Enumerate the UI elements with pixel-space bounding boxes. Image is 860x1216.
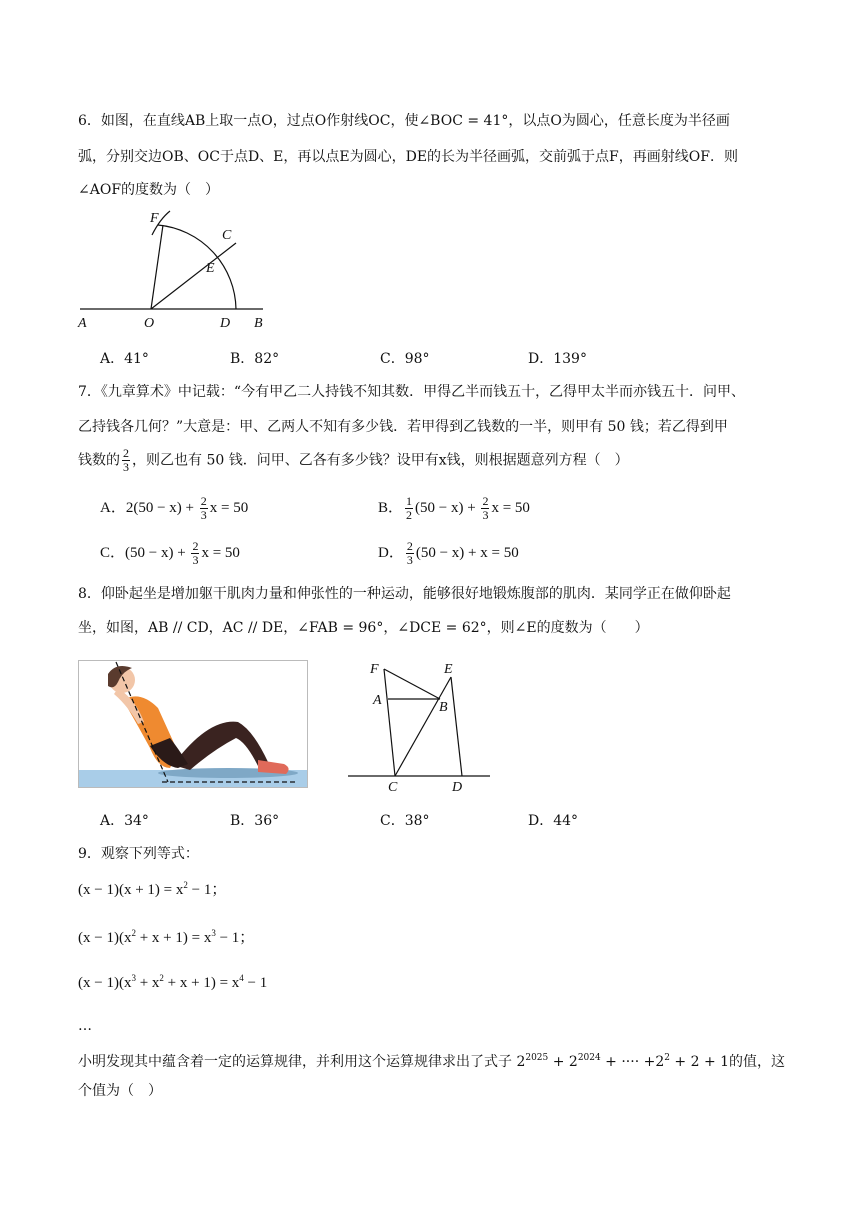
- label-c: C: [388, 780, 398, 795]
- label-b: B: [439, 700, 448, 715]
- q8-line1: 8．仰卧起坐是增加躯干肌肉力量和伸张性的一种运动，能够很好地锻炼腹部的肌肉．某同学正在做仰卧起: [78, 586, 731, 602]
- q7-line3-post: ，则乙也有 50 钱．问甲、乙各有多少钱？设甲有x钱，则根据题意列方程（ ）: [132, 452, 629, 469]
- q6-option-c[interactable]: C．98°: [380, 351, 430, 367]
- q6-figure: [70, 205, 280, 335]
- label-d: D: [452, 780, 463, 795]
- label-f: F: [370, 662, 379, 677]
- label-f: F: [150, 211, 159, 226]
- label-e: E: [206, 261, 215, 276]
- ray-oc: [151, 243, 236, 309]
- q9-equation-3: $(x - 1)(x^3 + x^2 + x + 1) = x^4 - 1$: [78, 973, 268, 991]
- q7-line2: 乙持钱各几何？”大意是：甲、乙两人不知有多少钱．若甲得到乙钱数的一半，则甲有 50 钱；若乙得到甲: [78, 419, 728, 435]
- q6-line3: ∠AOF的度数为（ ）: [78, 182, 220, 198]
- q8-option-b[interactable]: B．36°: [230, 813, 280, 829]
- q8-geometry-figure: [342, 655, 494, 795]
- q6-option-a[interactable]: A．41°: [100, 351, 149, 367]
- q8-option-a[interactable]: A．34°: [100, 813, 149, 829]
- label-a: A: [78, 316, 87, 331]
- q6-line2: 弧，分别交边OB、OC于点D、E，再以点E为圆心，DE的长为半径画弧，交前弧于点F，再画射线OF．则: [78, 149, 738, 165]
- q9-equation-2: $(x - 1)(x^2 + x + 1) = x^3 - 1$；: [78, 928, 255, 946]
- q6-option-d[interactable]: D．139°: [528, 351, 587, 367]
- label-d: D: [220, 316, 231, 331]
- q7-line3: [78, 447, 629, 474]
- q9-line1: 9．观察下列等式：: [78, 846, 199, 862]
- q7-line3-pre: 钱数的: [78, 452, 120, 469]
- q8-option-d[interactable]: D．44°: [528, 813, 579, 829]
- q8-line2: 坐，如图，AB // CD，AC // DE，∠FAB = 96°，∠DCE = 62°，则∠E的度数为（ ）: [78, 620, 649, 636]
- q6-option-b[interactable]: B．82°: [230, 351, 280, 367]
- ray-of: [151, 225, 163, 309]
- q7-line1: 7．《九章算术》中记载：“今有甲乙二人持钱不知其数．甲得乙半而钱五十，乙得甲太半而亦钱五十．问甲、: [78, 384, 746, 400]
- q7-option-d[interactable]: D． $\frac{2}{3}$ (50 − x) + x = 50: [378, 539, 519, 567]
- q6-line1: 6．如图，在直线AB上取一点O，过点O作射线OC，使∠BOC = 41°，以点O为圆心，任意长度为半径画: [78, 113, 730, 129]
- q7-option-c[interactable]: C．(50 − x) + $\frac{2}{3}$ x = 50: [100, 539, 240, 567]
- label-b: B: [254, 316, 263, 331]
- q9-equation-1: $(x - 1)(x + 1) = x^2 - 1$；: [78, 880, 227, 898]
- line-fc: [384, 669, 395, 776]
- line-fb: [384, 669, 440, 699]
- fraction-two-thirds: $\frac{2}{3}$: [123, 446, 129, 474]
- q9-line6: 个值为（ ）: [78, 1083, 162, 1099]
- line-ed: [451, 677, 462, 776]
- q7-option-a[interactable]: A．2(50 − x) + $\frac{2}{3}$ x = 50: [100, 494, 249, 522]
- label-c: C: [222, 228, 232, 243]
- label-a: A: [373, 693, 382, 708]
- q9-line5: 小明发现其中蕴含着一定的运算规律，并利用这个运算规律求出了式子 $2^{2025} + 2^{2024}$ + ···· $+2^2 + 2 + 1$的值，这: [78, 1053, 786, 1070]
- situp-illustration: [78, 660, 308, 788]
- q9-ellipsis: …: [78, 1018, 92, 1034]
- label-o: O: [144, 316, 155, 331]
- line-ce: [395, 677, 451, 776]
- q7-option-b[interactable]: B． $\frac{1}{2}$ (50 − x) + $\frac{2}{3}$ x = 50: [378, 494, 530, 522]
- label-e: E: [444, 662, 453, 677]
- q8-option-c[interactable]: C．38°: [380, 813, 430, 829]
